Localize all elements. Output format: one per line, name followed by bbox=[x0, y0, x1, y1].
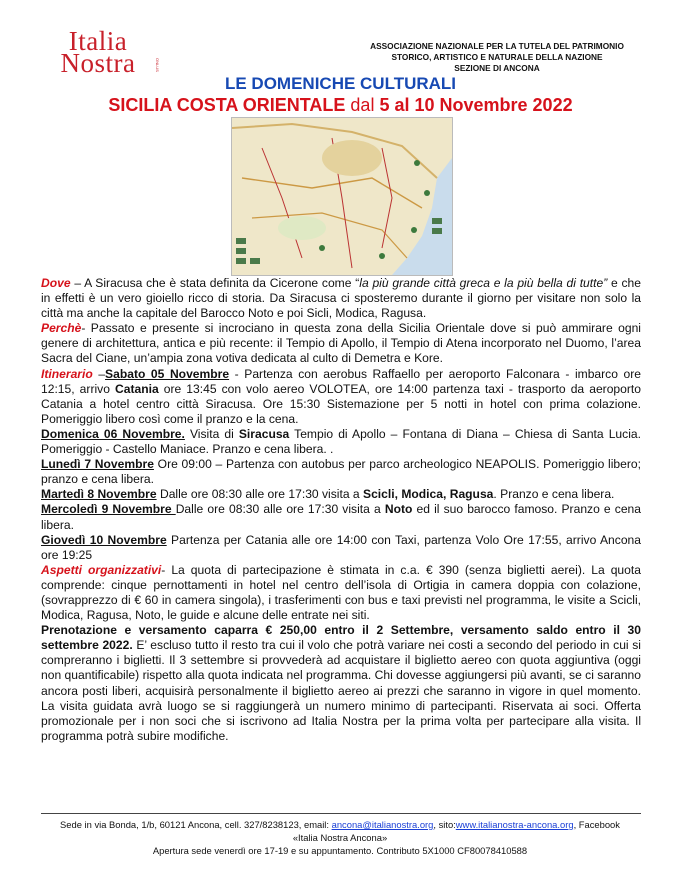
paragraph-domenica bbox=[41, 427, 641, 457]
subtitle-dates: 5 al 10 Novembre 2022 bbox=[379, 95, 573, 115]
label-aspetti: Aspetti organizzativi bbox=[41, 562, 162, 577]
lunedi-text: Ore 09:00 – Partenza con autobus per parco archeologico NEAPOLIS. Pomeriggio libero; pranzo e cena libera. bbox=[41, 457, 641, 487]
page-subtitle bbox=[0, 95, 681, 116]
day-giovedi: Giovedì 10 Novembre bbox=[41, 532, 167, 547]
dove-text-a: – A Siracusa che è stata definita da Cicerone come “ bbox=[70, 276, 360, 290]
footer bbox=[60, 818, 620, 857]
association-line-1: ASSOCIAZIONE NAZIONALE PER LA TUTELA DEL PATRIMONIO bbox=[370, 41, 624, 51]
paragraph-lunedi bbox=[41, 457, 641, 487]
mercoledi-text-a: Dalle ore 08:30 alle ore 17:30 visita a bbox=[175, 502, 385, 517]
perche-text: - Passato e presente si incrociano in questa zona della Sicilia Orientale dove si può ammirare ogni genere di architettura, antica e più recente: il Tempio di Apollo, il Tempio di Atena incorporato nel Duomo, l’area Sacra del Ciane, un’ampia zona votiva dedicata al culto di Demetra e Kore. bbox=[41, 321, 641, 366]
itinerario-text-a: - Partenza con aerobus Raffaello per aeroporto Falconara - imbarco ore 12:15, arrivo bbox=[41, 366, 641, 396]
program-body bbox=[41, 276, 641, 744]
association-line-3: SEZIONE DI ANCONA bbox=[454, 63, 540, 73]
paragraph-mercoledi bbox=[41, 502, 641, 532]
paragraph-prenotazione bbox=[41, 623, 641, 744]
itinerario-text-b: ore 13:45 con volo aereo VOLOTEA, ore 14:00 partenza taxi - trasporto da aeroporto Catania a hotel centro città Siracusa. Ore 15:30 Sistemazione per 5 notti in hotel con prima colazione. Pomeriggio libero così come il pranzo e la cena. bbox=[41, 381, 641, 426]
itinerario-catania: Catania bbox=[115, 381, 159, 396]
label-itinerario: Itinerario bbox=[41, 366, 93, 381]
footer-facebook: , Facebook «Italia Nostra Ancona» bbox=[292, 819, 620, 843]
map-image bbox=[231, 117, 453, 276]
day-mercoledi: Mercoledì 9 Novembre bbox=[41, 502, 176, 517]
italia-nostra-logo bbox=[38, 26, 160, 78]
day-martedi: Martedì 8 Novembre bbox=[41, 487, 157, 502]
footer-divider bbox=[41, 813, 641, 814]
prenotazione-text: E’ escluso tutto il resto tra cui il volo che potrà variare nei costi a secondo del periodo in cui si compreranno i biglietti. Il 3 settembre si provvederà ad acquistare il biglietto aereo con quota aggiuntiva (oggi non quantificabile) rispetto alla quota indicata nel programma. Chi dovesse aggiungersi più avanti, se ci saranno ancora posti liberi, acquisirà personalmente il biglietto aereo ai prezzi che saranno in vigore in quel momento. La visita guidata avrà luogo se si raggiungerà un numero minimo di partecipanti. Riservata ai soci. Offerta promozionale per i non soci che si iscrivono ad Italia Nostra per la prima volta per partecipare alla visita. Il programma potrà subire modifiche. bbox=[41, 638, 641, 743]
dove-quote: la più grande città greca e la più bella di tutte” bbox=[359, 276, 608, 290]
footer-line-2: Apertura sede venerdì ore 17-19 e su appuntamento. Contributo 5X1000 CF80078410588 bbox=[152, 845, 528, 856]
logo-line-2: Nostra bbox=[60, 48, 136, 78]
day-domenica: Domenica 06 Novembre. bbox=[41, 426, 185, 441]
domenica-text-b: Tempio di Apollo – Fontana di Diana – Chiesa di Santa Lucia. Pomeriggio - Castello Maniace. Pranzo e cena libera. . bbox=[41, 426, 641, 457]
domenica-siracusa: Siracusa bbox=[238, 426, 290, 441]
mercoledi-noto: Noto bbox=[384, 502, 413, 517]
paragraph-martedi bbox=[41, 487, 641, 502]
logo-tiny-text: ONLUS bbox=[155, 58, 160, 72]
day-sabato: Sabato 05 Novembre bbox=[105, 366, 230, 381]
subtitle-region: SICILIA COSTA ORIENTALE bbox=[108, 95, 346, 115]
giovedi-text: Partenza per Catania alle ore 14:00 con Taxi, partenza Volo Ore 17:55, arrivo Ancona ore 19:25 bbox=[41, 532, 642, 562]
mercoledi-text-b: ed il suo barocco famoso. Pranzo e cena libera. bbox=[41, 502, 642, 532]
footer-site-link[interactable]: www.italianostra-ancona.org bbox=[455, 819, 574, 830]
martedi-text-a: Dalle ore 08:30 alle ore 17:30 visita a bbox=[156, 487, 364, 502]
martedi-text-b: . Pranzo e cena libera. bbox=[493, 487, 615, 502]
association-header bbox=[332, 41, 662, 74]
domenica-text-a: Visita di bbox=[184, 426, 239, 441]
martedi-places: Scicli, Modica, Ragusa bbox=[363, 487, 494, 502]
paragraph-aspetti bbox=[41, 563, 641, 623]
footer-site-label: , sito: bbox=[433, 819, 456, 830]
footer-line-1 bbox=[60, 818, 620, 844]
prenotazione-bold: Prenotazione e versamento caparra € 250,00 entro il 2 Settembre, versamento saldo entro il 30 settembre 2022. bbox=[41, 623, 641, 653]
dove-text-b: e che in effetti è un vero gioiello ricco di storia. Da Siracusa ci sposteremo durante il giorno per visitare non solo la città ma anche la capitale del Barocco Noto e poi Sicli, Modica, Ragusa. bbox=[41, 276, 641, 321]
itinerario-dash: – bbox=[92, 366, 106, 381]
association-line-2: STORICO, ARTISTICO E NATURALE DELLA NAZIONE bbox=[391, 52, 603, 62]
paragraph-giovedi bbox=[41, 533, 641, 563]
subtitle-dal: dal bbox=[350, 95, 375, 115]
label-dove: Dove bbox=[41, 276, 71, 290]
aspetti-text: - La quota di partecipazione è stimata in c.a. € 390 (senza biglietti aerei). La quota comprende: cinque pernottamenti in hotel nel centro dell’isola di Ortigia in camera doppia con colazione, (sovrapprezzo di € 60 in camera singola), i trasferimenti con bus e taxi previsti nel programma, le visite a Scicli, Modica, Ragusa, Noto, le guide e alcune delle entrate nei siti. bbox=[41, 562, 641, 623]
paragraph-itinerario bbox=[41, 367, 641, 427]
page-title: LE DOMENICHE CULTURALI bbox=[224, 74, 457, 93]
label-perche: Perchè bbox=[41, 321, 82, 336]
day-lunedi: Lunedì 7 Novembre bbox=[41, 457, 154, 472]
logo-line-1: Italia bbox=[68, 26, 128, 56]
footer-address: Sede in via Bonda, 1/b, 60121 Ancona, cell. 327/8238123, email: bbox=[60, 819, 332, 830]
paragraph-perche bbox=[41, 321, 641, 366]
footer-email-link[interactable]: ancona@italianostra.org bbox=[331, 819, 434, 830]
paragraph-dove bbox=[41, 276, 641, 321]
map-illustration bbox=[232, 118, 452, 275]
